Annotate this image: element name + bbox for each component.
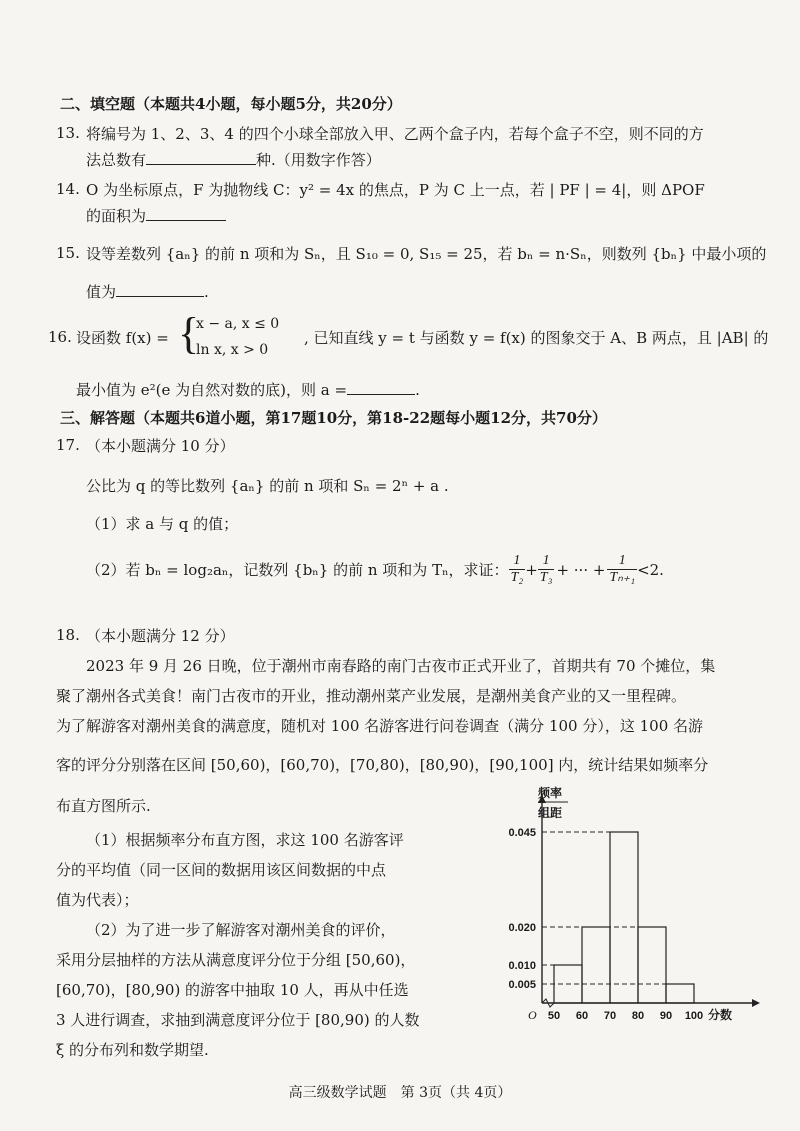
q15-text-line1: 设等差数列 {aₙ} 的前 n 项和为 Sₙ，且 S₁₀ = 0, S₁₅ = 25，若 bₙ = n·Sₙ，则数列 {bₙ} 中最小项的 xyxy=(86,245,767,263)
x-axis-arrow xyxy=(752,999,760,1007)
q16-line2-pre: 最小值为 e²(e 为自然对数的底)，则 a = xyxy=(76,381,348,399)
q17-part2 xyxy=(86,553,664,586)
q18-part2-line1: （2）为了进一步了解游客对潮州美食的评价， xyxy=(86,921,396,939)
x-tick-label: 90 xyxy=(659,1010,673,1022)
q14-number: 14. xyxy=(56,180,80,198)
y-tick-label: 0.020 xyxy=(508,922,536,934)
section-3-title: 三、解答题（本题共6道小题，第17题10分，第18-22题每小题12分，共70分） xyxy=(60,409,607,427)
x-tick-label: 70 xyxy=(603,1010,617,1022)
q14-text-line2 xyxy=(86,206,226,226)
q17-plus-1: + xyxy=(525,560,538,579)
frequency-histogram xyxy=(490,785,770,1035)
origin-label: O xyxy=(528,1008,537,1022)
y-tick-label: 0.045 xyxy=(508,827,536,839)
q14-text-line1: O 为坐标原点，F 为抛物线 C：y² = 4x 的焦点，P 为 C 上一点，若 | PF | = 4|，则 ΔPOF xyxy=(86,181,705,199)
q17-stem: 公比为 q 的等比数列 {aₙ} 的前 n 项和 Sₙ = 2ⁿ + a . xyxy=(86,477,449,495)
q14-answer-blank[interactable] xyxy=(146,206,226,221)
q18-part2-line2: 采用分层抽样的方法从满意度评分位于分组 [50,60)， xyxy=(56,951,416,969)
q17-part2-post: <2. xyxy=(637,560,664,579)
q16-answer-blank[interactable] xyxy=(347,380,415,395)
x-tick-label: 100 xyxy=(684,1010,704,1022)
q18-part1-line1: （1）根据频率分布直方图，求这 100 名游客评 xyxy=(86,831,404,849)
q15-number: 15. xyxy=(56,244,80,262)
q18-para2: 聚了潮州各式美食！南门古夜市的开业，推动潮州菜产业发展，是潮州美食产业的又一里程碑。 xyxy=(56,687,687,705)
q18-para3: 为了解游客对潮州美食的满意度，随机对 100 名游客进行问卷调查（满分 100 分），这 100 名游 xyxy=(56,717,704,735)
q18-part1-line2: 分的平均值（同一区间的数据用该区间数据的中点 xyxy=(56,861,387,879)
q16-tail: , 已知直线 y = t 与函数 y = f(x) 的图象交于 A、B 两点，且 |AB| 的 xyxy=(304,329,769,347)
y-axis-label-numerator: 频率 xyxy=(538,786,563,800)
x-tick-label: 80 xyxy=(631,1010,645,1022)
x-tick-label: 50 xyxy=(547,1010,561,1022)
page-footer: 高三级数学试题 第 3页（共 4页） xyxy=(288,1085,512,1101)
y-tick-label: 0.005 xyxy=(508,979,536,991)
section-2-title: 二、填空题（本题共4小题，每小题5分，共20分） xyxy=(60,95,402,113)
q17-frac-1: $\frac{1}{\text{T₂}}$ xyxy=(510,553,524,585)
histogram-bar xyxy=(666,984,694,1003)
q16-case1: x − a, x ≤ 0 xyxy=(196,316,280,332)
q15-line2-pre: 值为 xyxy=(86,283,117,301)
y-axis-label-denominator: 组距 xyxy=(538,806,563,820)
q17-frac-2: $\frac{1}{\text{T₃}}$ xyxy=(539,553,553,585)
x-axis-label: 分数 xyxy=(708,1008,733,1022)
q13-number: 13. xyxy=(56,124,80,142)
histogram-bar xyxy=(638,927,666,1003)
q16-lead: 设函数 f(x) = xyxy=(76,329,169,347)
q16-number: 16. xyxy=(48,328,72,346)
q15-line2-post: . xyxy=(204,283,209,301)
q15-answer-blank[interactable] xyxy=(116,282,204,297)
histogram-bar xyxy=(610,832,638,1003)
q18-para4: 客的评分分别落在区间 [50,60)，[60,70)，[70,80)，[80,90)，[90,100] 内，统计结果如频率分 xyxy=(56,756,709,774)
q18-para1: 2023 年 9 月 26 日晚，位于潮州市南春路的南门古夜市正式开业了，首期共有 70 个摊位，集 xyxy=(86,657,716,675)
q17-header: （本小题满分 10 分） xyxy=(86,437,235,455)
q18-para5: 布直方图所示. xyxy=(56,797,151,815)
q16-line2-post: . xyxy=(415,381,420,399)
q13-text-line1: 将编号为 1、2、3、4 的四个小球全部放入甲、乙两个盒子内，若每个盒子不空，则不同的方 xyxy=(86,125,704,143)
q15-text-line2 xyxy=(86,282,209,302)
q18-part2-line3: [60,70)，[80,90) 的游客中抽取 10 人，再从中任选 xyxy=(56,981,409,999)
q14-line2-pre: 的面积为 xyxy=(86,207,147,225)
q18-header: （本小题满分 12 分） xyxy=(86,627,235,645)
x-tick-label: 60 xyxy=(575,1010,589,1022)
q17-frac-3: $\frac{1}{\text{Tₙ₊₁}}$ xyxy=(609,553,636,585)
q17-part2-pre: （2）若 bₙ = log₂aₙ，记数列 {bₙ} 的前 n 项和为 Tₙ，求证： xyxy=(86,560,509,579)
y-tick-label: 0.010 xyxy=(508,960,536,972)
q13-line2-post: 种.（用数字作答） xyxy=(256,151,381,169)
q17-part1: （1）求 a 与 q 的值； xyxy=(86,515,239,533)
q13-text-line2 xyxy=(86,150,381,170)
histogram-bar xyxy=(582,927,610,1003)
q18-number: 18. xyxy=(56,626,80,644)
q13-line2-pre: 法总数有 xyxy=(86,151,147,169)
q18-part2-line5: ξ 的分布列和数学期望. xyxy=(56,1041,209,1059)
q17-number: 17. xyxy=(56,436,80,454)
q17-dots: + ··· + xyxy=(556,560,606,579)
q16-text-line2 xyxy=(76,380,420,400)
q16-case2: ln x, x > 0 xyxy=(196,342,269,358)
q13-answer-blank[interactable] xyxy=(146,150,256,165)
q18-part1-line3: 值为代表）； xyxy=(56,891,139,909)
q16-piecewise-brace: { xyxy=(178,309,200,358)
q18-part2-line4: 3 人进行调查，求抽到满意度评分位于 [80,90) 的人数 xyxy=(56,1011,420,1029)
